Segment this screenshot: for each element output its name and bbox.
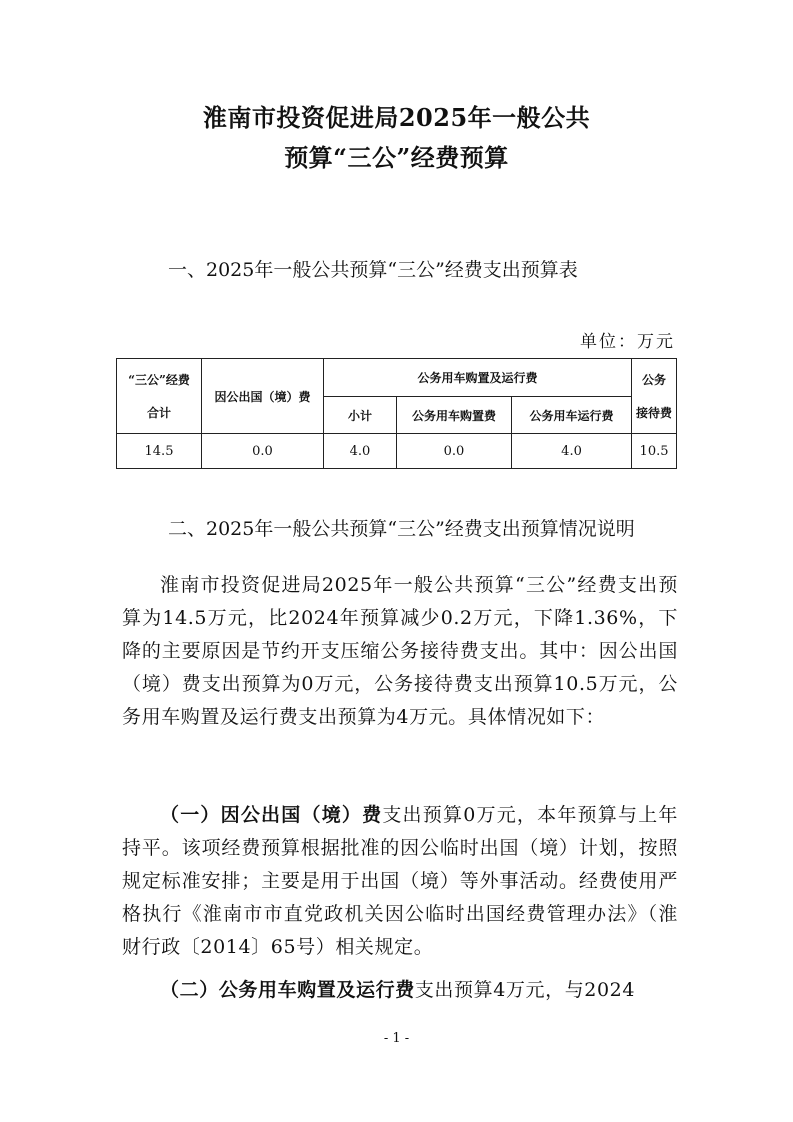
header-abroad: 因公出国（境）费 [202, 359, 324, 434]
header-reception-bottom: 接待费 [636, 406, 673, 420]
paragraph-abroad-text: 支出预算0万元，本年预算与上年持平。该项经费预算根据批准的因公临时出国（境）计划，按照规定标准安排；主要是用于出国（境）等外事活动。经费使用严格执行《淮南市市直党政机关因公临时出国经费管理办法》（淮财行政〔2014〕65号）相关规定。 [122, 804, 678, 958]
page-number: - 1 - [383, 1031, 410, 1046]
document-title-line-2: 预算“三公”经费预算 [284, 143, 509, 172]
header-total-bottom: 合计 [146, 406, 171, 420]
table-header-row-1 [117, 359, 677, 397]
paragraph-vehicle-text: 支出预算4万元，与2024 [414, 979, 636, 1001]
paragraph-abroad-heading: （一）因公出国（境）费 [160, 804, 383, 826]
paragraph-overview: 淮南市投资促进局2025年一般公共预算“三公”经费支出预算为14.5万元，比2024年预算减少0.2万元，下降1.36%，下降的主要原因是节约开支压缩公务接待费支出。其中：因公出国（境）费支出预算为0万元，公务接待费支出预算10.5万元，公务用车购置及运行费支出预算为4万元。具体情况如下： [122, 574, 678, 728]
budget-table [116, 358, 677, 469]
header-reception [632, 359, 677, 434]
cell-total: 14.5 [117, 434, 202, 469]
header-vehicle-purchase: 公务用车购置费 [397, 397, 512, 434]
header-reception-top: 公务 [642, 373, 667, 387]
header-vehicle-operation: 公务用车运行费 [512, 397, 632, 434]
header-vehicle-group: 公务用车购置及运行费 [324, 359, 632, 397]
unit-label: 单位：万元 [580, 332, 675, 352]
header-total-top: “三公”经费 [128, 373, 190, 387]
cell-vehicle-purchase: 0.0 [397, 434, 512, 469]
cell-abroad: 0.0 [202, 434, 324, 469]
paragraph-vehicle [122, 974, 678, 1007]
paragraph-vehicle-heading: （二）公务用车购置及运行费 [160, 979, 415, 1001]
header-total [117, 359, 202, 434]
header-vehicle-subtotal: 小计 [324, 397, 397, 434]
section-1-heading: 一、2025年一般公共预算“三公”经费支出预算表 [168, 259, 578, 281]
table-row [117, 434, 677, 469]
section-2-heading: 二、2025年一般公共预算“三公”经费支出预算情况说明 [168, 518, 635, 540]
cell-vehicle-operation: 4.0 [512, 434, 632, 469]
cell-vehicle-subtotal: 4.0 [324, 434, 397, 469]
paragraph-abroad [122, 799, 678, 964]
cell-reception: 10.5 [632, 434, 677, 469]
document-title-line-1: 淮南市投资促进局2025年一般公共 [202, 103, 591, 132]
